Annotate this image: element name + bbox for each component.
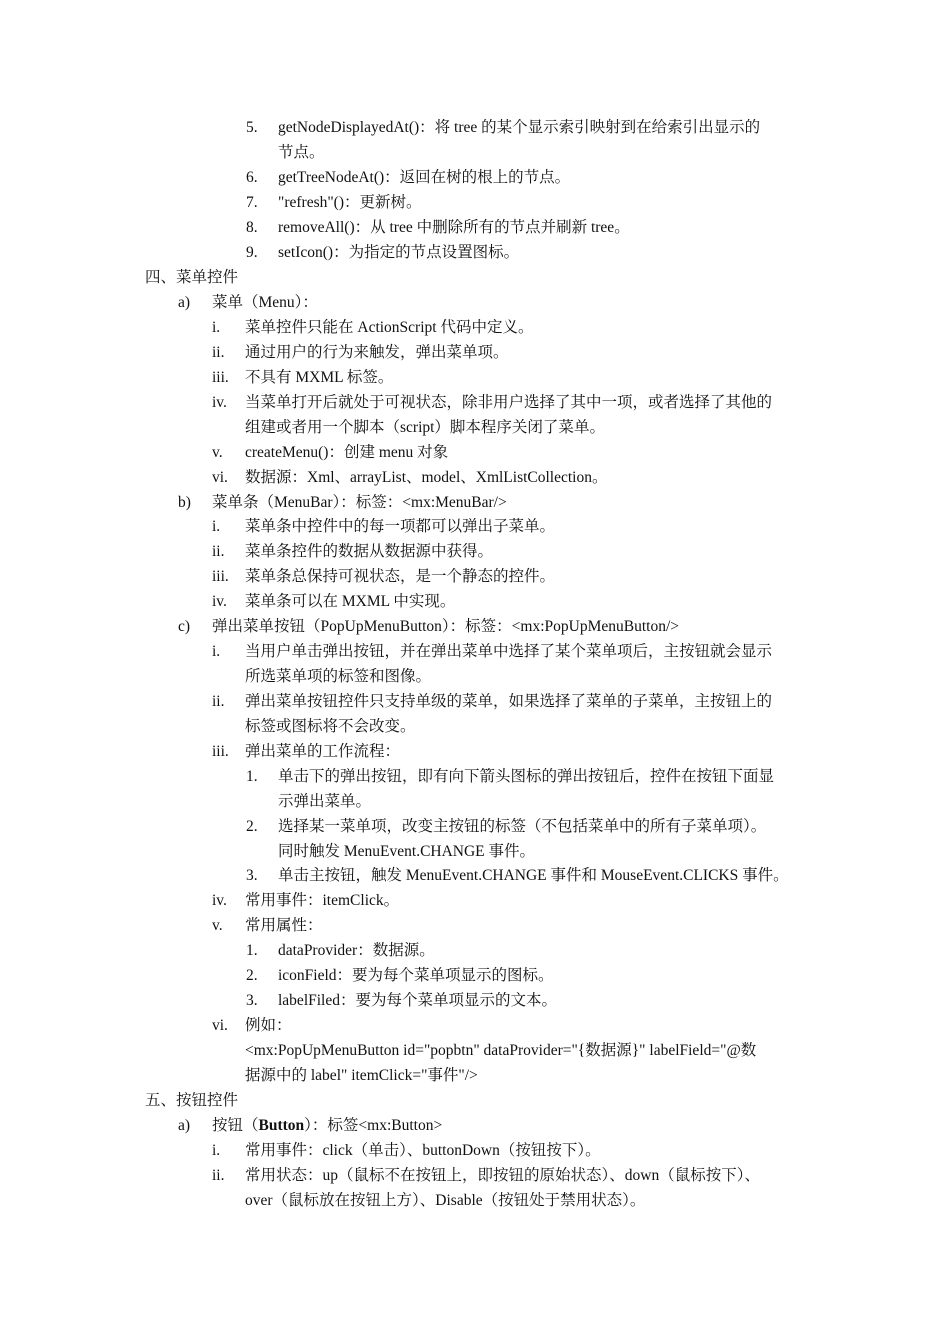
list-item-text: 标签或图标将不会改变。 — [245, 718, 416, 735]
list-item-text: 示弹出菜单。 — [278, 793, 372, 810]
roman-numeral: v. — [212, 444, 223, 461]
list-number: 3. — [246, 867, 258, 884]
list-item-text: 常用属性： — [245, 917, 323, 934]
list-item-text: 数据源：Xml、arrayList、model、XmlListCollection。 — [245, 469, 608, 486]
list-item-text: 弹出菜单按钮控件只支持单级的菜单，如果选择了菜单的子菜单，主按钮上的 — [245, 693, 773, 710]
section-heading: 四、菜单控件 — [145, 269, 239, 286]
list-number: 6. — [246, 169, 258, 186]
list-number: 5. — [246, 119, 258, 136]
list-number: 2. — [246, 967, 258, 984]
list-number: 3. — [246, 992, 258, 1009]
roman-numeral: i. — [212, 643, 221, 660]
list-item-text: 当用户单击弹出按钮，并在弹出菜单中选择了某个菜单项后，主按钮就会显示 — [245, 643, 773, 660]
roman-numeral: vi. — [212, 469, 228, 486]
list-item-text: setIcon()：为指定的节点设置图标。 — [278, 244, 520, 261]
roman-numeral: ii. — [212, 1167, 225, 1184]
list-item-text: "refresh"()：更新树。 — [278, 194, 422, 211]
list-item-text: 节点。 — [278, 144, 325, 161]
list-item-text: 菜单条中控件中的每一项都可以弹出子菜单。 — [245, 518, 556, 535]
title-suffix: ）：标签<mx:Button> — [304, 1117, 443, 1134]
roman-numeral: ii. — [212, 543, 225, 560]
section-heading: 五、按钮控件 — [145, 1092, 239, 1109]
list-item-text: 常用事件：click（单击）、buttonDown（按钮按下）。 — [245, 1142, 601, 1159]
list-item-text: 单击下的弹出按钮，即有向下箭头图标的弹出按钮后，控件在按钮下面显 — [278, 768, 775, 785]
roman-numeral: iii. — [212, 743, 229, 760]
list-item-text: 当菜单打开后就处于可视状态，除非用户选择了其中一项，或者选择了其他的 — [245, 394, 773, 411]
list-item-text: 通过用户的行为来触发，弹出菜单项。 — [245, 344, 509, 361]
subsection-title: 菜单（Menu）： — [212, 294, 318, 311]
roman-numeral: iv. — [212, 593, 227, 610]
sub-marker: a) — [178, 1117, 191, 1134]
sub-marker: b) — [178, 494, 191, 511]
list-item-text: 常用状态：up（鼠标不在按钮上，即按钮的原始状态）、down（鼠标按下）、 — [245, 1167, 760, 1184]
roman-numeral: iv. — [212, 394, 227, 411]
roman-numeral: iv. — [212, 892, 227, 909]
list-item-text: 菜单控件只能在 ActionScript 代码中定义。 — [245, 319, 534, 336]
roman-numeral: v. — [212, 917, 223, 934]
subsection-title: 弹出菜单按钮（PopUpMenuButton）：标签：<mx:PopUpMenuButton/> — [212, 618, 680, 635]
list-number: 9. — [246, 244, 258, 261]
subsection-title — [212, 1116, 442, 1136]
list-item-text: 菜单条总保持可视状态，是一个静态的控件。 — [245, 568, 556, 585]
subsection-title: 菜单条（MenuBar）：标签：<mx:MenuBar/> — [212, 494, 507, 511]
list-item-text: 同时触发 MenuEvent.CHANGE 事件。 — [278, 843, 536, 860]
list-number: 7. — [246, 194, 258, 211]
list-item-text: getTreeNodeAt()：返回在树的根上的节点。 — [278, 169, 571, 186]
roman-numeral: vi. — [212, 1017, 228, 1034]
title-bold: Button — [258, 1117, 305, 1134]
list-item-text: 菜单条控件的数据从数据源中获得。 — [245, 543, 494, 560]
list-item-text: removeAll()：从 tree 中删除所有的节点并刷新 tree。 — [278, 219, 630, 236]
list-item-text: 选择某一菜单项，改变主按钮的标签（不包括菜单中的所有子菜单项）。 — [278, 818, 767, 835]
list-number: 8. — [246, 219, 258, 236]
list-item-text: 组建或者用一个脚本（script）脚本程序关闭了菜单。 — [245, 419, 605, 436]
list-item-text: labelFiled：要为每个菜单项显示的文本。 — [278, 992, 557, 1009]
list-item-text: getNodeDisplayedAt()：将 tree 的某个显示索引映射到在给索引出显示的 — [278, 119, 761, 136]
list-item-text: 不具有 MXML 标签。 — [245, 369, 394, 386]
roman-numeral: ii. — [212, 693, 225, 710]
list-item-text: over（鼠标放在按钮上方）、Disable（按钮处于禁用状态）。 — [245, 1192, 646, 1209]
list-item-text: 所选菜单项的标签和图像。 — [245, 668, 432, 685]
code-example: <mx:PopUpMenuButton id="popbtn" dataProvider="{数据源}" labelField="@数 — [245, 1042, 757, 1059]
sub-marker: c) — [178, 618, 191, 635]
code-example: 据源中的 label" itemClick="事件"/> — [245, 1067, 478, 1084]
list-item-text: 单击主按钮，触发 MenuEvent.CHANGE 事件和 MouseEvent.CLICKS 事件。 — [278, 867, 789, 884]
list-number: 1. — [246, 942, 258, 959]
list-item-text: createMenu()：创建 menu 对象 — [245, 444, 449, 461]
list-item-text: 菜单条可以在 MXML 中实现。 — [245, 593, 456, 610]
roman-numeral: iii. — [212, 568, 229, 585]
list-item-text: 例如： — [245, 1017, 292, 1034]
title-prefix: 按钮（ — [212, 1117, 259, 1134]
list-number: 1. — [246, 768, 258, 785]
roman-numeral: ii. — [212, 344, 225, 361]
roman-numeral: i. — [212, 319, 221, 336]
list-item-text: 弹出菜单的工作流程： — [245, 743, 401, 760]
list-number: 2. — [246, 818, 258, 835]
sub-marker: a) — [178, 294, 191, 311]
roman-numeral: i. — [212, 518, 221, 535]
roman-numeral: i. — [212, 1142, 221, 1159]
list-item-text: 常用事件：itemClick。 — [245, 892, 400, 909]
list-item-text: dataProvider：数据源。 — [278, 942, 435, 959]
list-item-text: iconField：要为每个菜单项显示的图标。 — [278, 967, 554, 984]
roman-numeral: iii. — [212, 369, 229, 386]
